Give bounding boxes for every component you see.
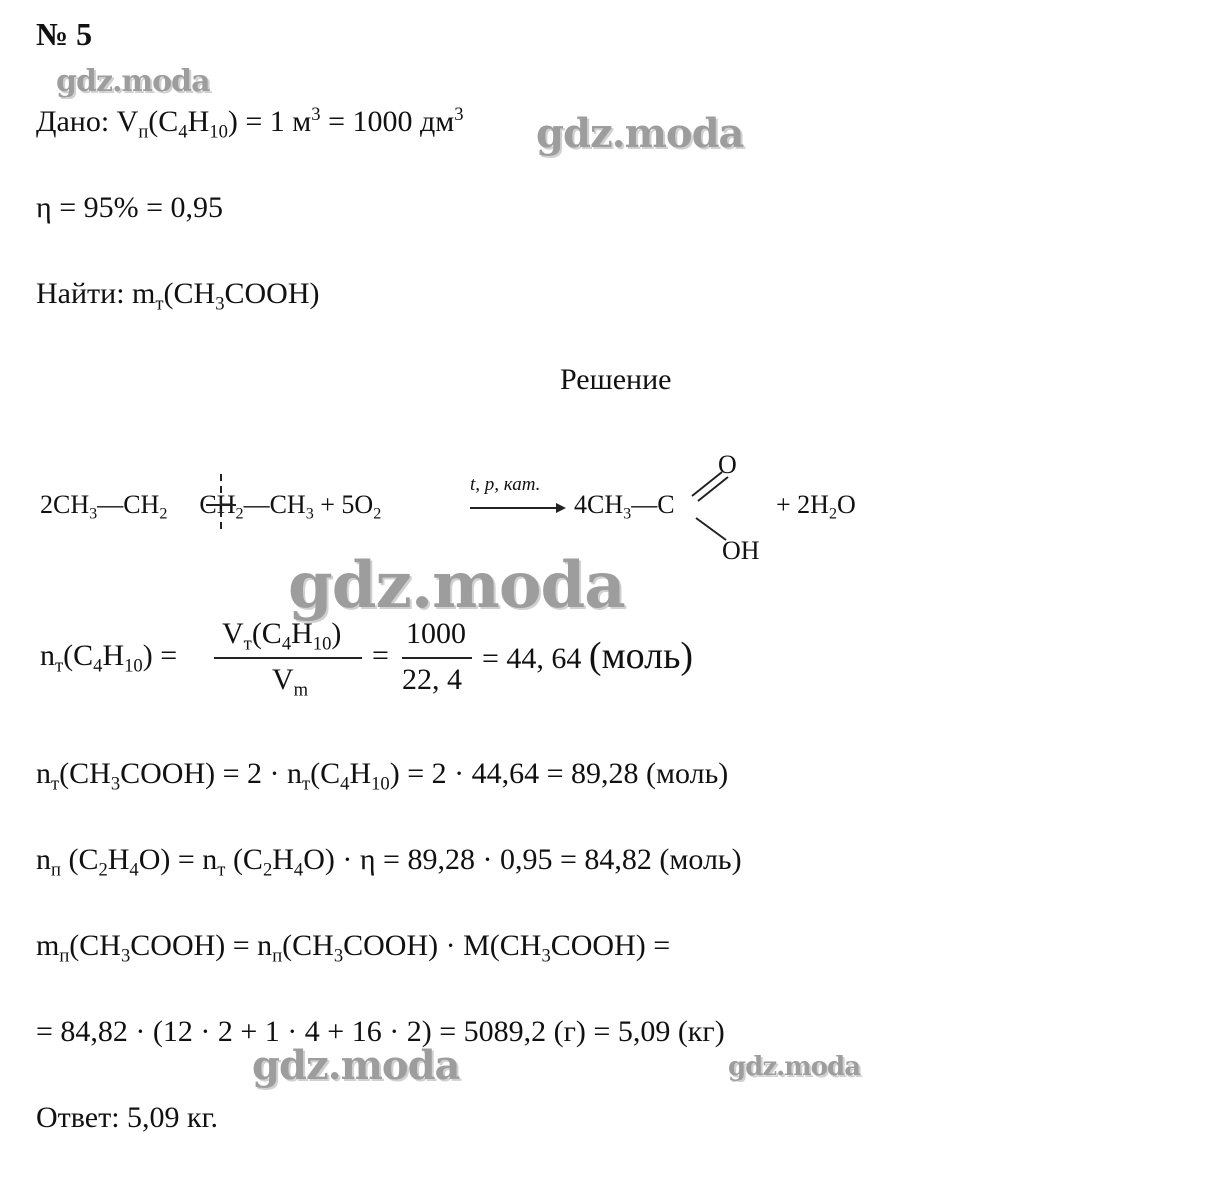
watermark-3: gdz.moda: [288, 548, 625, 623]
problem-number: № 5: [36, 16, 93, 52]
watermark-2: gdz.moda: [536, 110, 744, 157]
calc-mass-2: = 84,82 · (12 · 2 + 1 · 4 + 16 · 2) = 5089,2 (г) = 5,09 (кг): [36, 1015, 725, 1048]
reaction-water: + $2H_2O$: [776, 490, 856, 523]
watermark-1: gdz.moda: [56, 64, 210, 99]
calc-yield: $n_п$ $(C_2H_4O) = n_т$ $(C_2H_4O) \cdot \eta = 89,28 \cdot 0,95 = 84,82$ (моль): [36, 843, 742, 881]
fraction-volume: $V_т(C_4H_{10})$ $V_m$: [214, 616, 362, 706]
carbonyl-oxygen: O: [718, 450, 737, 479]
reaction-conditions: t, p, кат.: [470, 474, 541, 495]
solution-title: Решение: [560, 363, 672, 396]
hydroxyl-group: OH: [722, 536, 760, 565]
reaction-left: $2CH_3—CH_2$ $CH_2—CH_3 + 5O_2$: [40, 490, 382, 523]
answer: Ответ: 5,09 кг.: [36, 1101, 219, 1134]
find-line: Найти: $m_т(CH_3COOH)$: [36, 277, 320, 315]
watermark-4: gdz.moda: [252, 1042, 460, 1089]
calc-n-result: = 44, 64 (моль): [482, 635, 694, 677]
fraction-numeric: 1000 22, 4: [402, 616, 472, 706]
calc-acid-moles: $n_т(CH_3COOH) = 2 \cdot n_т(C_4H_{10}) = 2 \cdot 44,64 = 89,28$ (моль): [36, 757, 729, 795]
calc-n-eq: =: [372, 639, 389, 672]
calc-mass-1: $m_п(CH_3COOH)$ = $n_п(CH_3COOH)$ · $M(CH_3COOH)$ =: [36, 929, 671, 967]
watermark-5: gdz.moda: [728, 1052, 861, 1082]
reaction-product: $4CH_3—C$: [574, 490, 675, 523]
calc-n-lhs: $n_т(C_4H_{10})$ =: [40, 639, 178, 677]
given-eta: η = 95% = 0,95: [36, 191, 224, 224]
given-volume: Дано: $V_п(C_4H_{10}) = 1$ $м^3 = 1000$ $дм^3$: [36, 103, 464, 143]
